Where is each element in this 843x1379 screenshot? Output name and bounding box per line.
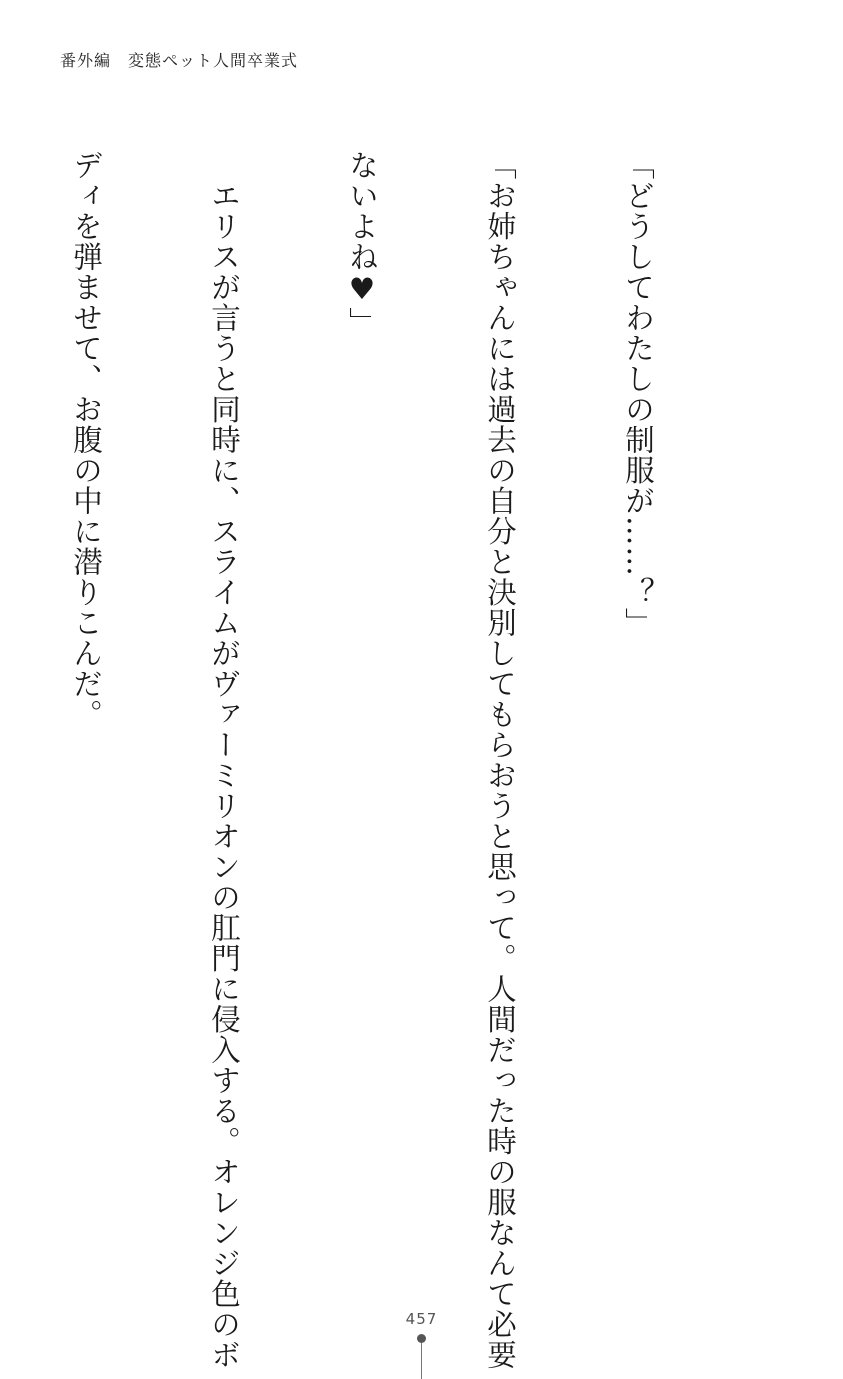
running-header: 番外編 変態ペット人間卒業式 xyxy=(60,51,299,70)
page-number: 457 xyxy=(405,1310,438,1328)
text-line: ディを弾ませて、お腹の中に潜りこんだ。 xyxy=(69,150,103,730)
text-line: 「どうしてわたしの制服が……？」 xyxy=(621,150,655,638)
page-marker-line xyxy=(421,1343,422,1379)
page-footer xyxy=(0,1310,843,1379)
text-line: 「お姉ちゃんには過去の自分と決別してもらおうと思って。人間だった時の服なんて必要 xyxy=(483,150,517,1370)
text-line: ないよね♥」 xyxy=(345,150,379,338)
text-line: エリスが言うと同時に、スライムがヴァーミリオンの肛門に侵入する。オレンジ色のボ xyxy=(207,150,241,1370)
page-marker-dot xyxy=(417,1334,426,1343)
